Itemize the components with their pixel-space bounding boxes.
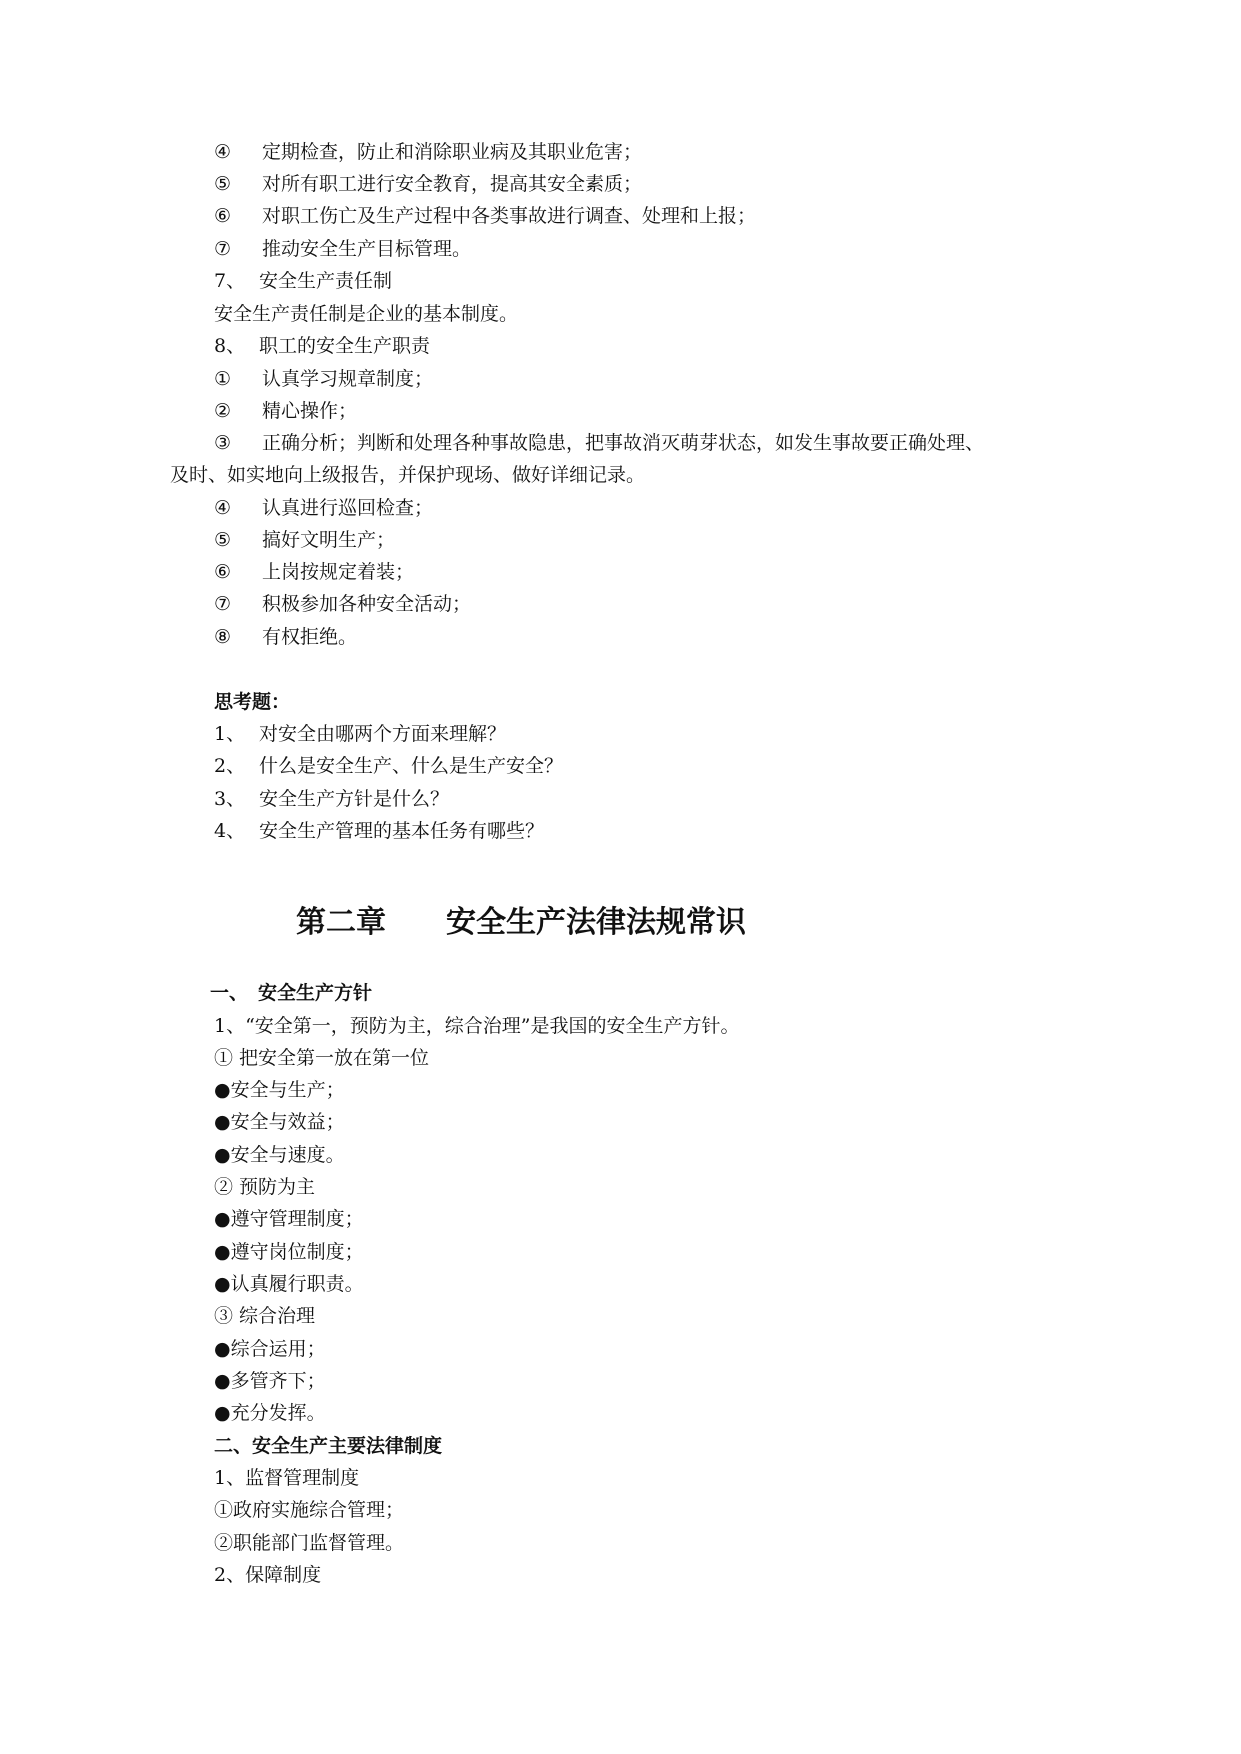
item-number: ② (214, 400, 232, 422)
item-number: ③ (214, 432, 232, 454)
item-number: 2、 (214, 755, 246, 777)
item-title: 职工的安全生产职责 (259, 335, 431, 357)
item-text: 什么是安全生产、什么是生产安全？ (259, 755, 564, 777)
item-number: ⑦ (214, 593, 232, 615)
list-item (214, 172, 642, 196)
list-item (214, 496, 433, 520)
list-item-continuation (170, 463, 645, 487)
item-number: ④ (214, 141, 232, 163)
subheading: ② 预防为主 (214, 1176, 316, 1198)
item-text: 正确分析；判断和处理各种事故隐患，把事故消灭萌芽状态，如发生事故要正确处理、 (262, 432, 985, 454)
subheading: 1、监督管理制度 (214, 1467, 360, 1489)
paragraph-text: 安全生产责任制是企业的基本制度。 (214, 303, 519, 325)
subheading: ③ 综合治理 (214, 1305, 316, 1327)
item-text: 推动安全生产目标管理。 (262, 238, 472, 260)
list-item (214, 592, 471, 616)
section-title: 安全生产方针 (258, 982, 373, 1004)
item-text: 遵守管理制度； (230, 1208, 364, 1230)
bullet-item (214, 1272, 364, 1296)
question-item (214, 787, 449, 811)
question-item (214, 722, 506, 746)
item-text: 安全与速度。 (230, 1144, 345, 1166)
list-item: ①政府实施综合管理； (214, 1499, 405, 1521)
bullet-item (214, 1401, 326, 1425)
item-number: ① (214, 368, 232, 390)
bullet-icon: ● (214, 1079, 231, 1101)
paragraph: 1、“安全第一，预防为主，综合治理”是我国的安全生产方针。 (214, 1015, 740, 1037)
item-number: 3、 (214, 788, 246, 810)
bullet-icon: ● (214, 1144, 231, 1166)
item-number: ⑤ (214, 173, 232, 195)
subheading: ① 把安全第一放在第一位 (214, 1047, 430, 1069)
paragraph (214, 302, 518, 326)
item-text: 遵守岗位制度； (230, 1241, 364, 1263)
item-number: 1、 (214, 723, 246, 745)
item-number: ④ (214, 497, 232, 519)
list-item (214, 399, 357, 423)
bullet-item (214, 1078, 345, 1102)
list-item: ②职能部门监督管理。 (214, 1532, 405, 1554)
section-number: 一、 (210, 982, 249, 1004)
bullet-icon: ● (214, 1208, 231, 1230)
questions-heading: 思考题： (214, 691, 291, 713)
bullet-icon: ● (214, 1241, 231, 1263)
item-number: ⑧ (214, 626, 232, 648)
section-heading (210, 981, 372, 1005)
list-item (214, 140, 642, 164)
item-text: 认真学习规章制度； (262, 368, 434, 390)
item-text: 安全生产管理的基本任务有哪些？ (259, 820, 545, 842)
bullet-item (214, 1369, 326, 1393)
item-title: 安全生产责任制 (259, 270, 393, 292)
item-text: 搞好文明生产； (262, 529, 396, 551)
item-text: 充分发挥。 (230, 1402, 326, 1424)
list-item (214, 560, 414, 584)
list-item (214, 431, 984, 455)
item-number: 4、 (214, 820, 246, 842)
item-text: 积极参加各种安全活动； (262, 593, 472, 615)
section-heading: 二、安全生产主要法律制度 (214, 1435, 443, 1457)
bullet-item (214, 1143, 345, 1167)
item-text: 有权拒绝。 (262, 626, 358, 648)
list-item (214, 625, 357, 649)
chapter-name: 安全生产法律法规常识 (446, 905, 746, 940)
bullet-item (214, 1337, 326, 1361)
bullet-icon: ● (214, 1273, 231, 1295)
item-number: 8、 (214, 335, 246, 357)
item-text: 精心操作； (262, 400, 358, 422)
bullet-icon: ● (214, 1402, 231, 1424)
subheading: 2、保障制度 (214, 1564, 322, 1586)
item-text: 及时、如实地向上级报告，并保护现场、做好详细记录。 (170, 464, 646, 486)
item-text: 上岗按规定着装； (262, 561, 415, 583)
item-number: ⑤ (214, 529, 232, 551)
section-heading-7 (214, 269, 392, 293)
bullet-item (214, 1110, 345, 1134)
item-text: 定期检查，防止和消除职业病及其职业危害； (262, 141, 643, 163)
bullet-icon: ● (214, 1338, 231, 1360)
item-text: 安全与生产； (230, 1079, 345, 1101)
item-text: 对安全由哪两个方面来理解？ (259, 723, 507, 745)
item-text: 多管齐下； (230, 1370, 326, 1392)
item-number: 7、 (214, 270, 246, 292)
list-item (214, 237, 471, 261)
item-text: 认真履行职责。 (230, 1273, 364, 1295)
item-text: 对职工伤亡及生产过程中各类事故进行调查、处理和上报； (262, 205, 757, 227)
item-text: 综合运用； (230, 1338, 326, 1360)
item-text: 认真进行巡回检查； (262, 497, 434, 519)
chapter-title (296, 903, 746, 943)
list-item (214, 528, 395, 552)
bullet-item (214, 1207, 364, 1231)
question-item (214, 754, 563, 778)
bullet-icon: ● (214, 1370, 231, 1392)
item-number: ⑥ (214, 561, 232, 583)
section-heading-8 (214, 334, 430, 358)
list-item (214, 204, 756, 228)
question-item (214, 819, 544, 843)
item-text: 安全生产方针是什么？ (259, 788, 450, 810)
item-number: ⑥ (214, 205, 232, 227)
chapter-number: 第二章 (296, 905, 386, 940)
item-number: ⑦ (214, 238, 232, 260)
bullet-item (214, 1240, 364, 1264)
list-item (214, 367, 433, 391)
item-text: 安全与效益； (230, 1111, 345, 1133)
item-text: 对所有职工进行安全教育，提高其安全素质； (262, 173, 643, 195)
bullet-icon: ● (214, 1111, 231, 1133)
